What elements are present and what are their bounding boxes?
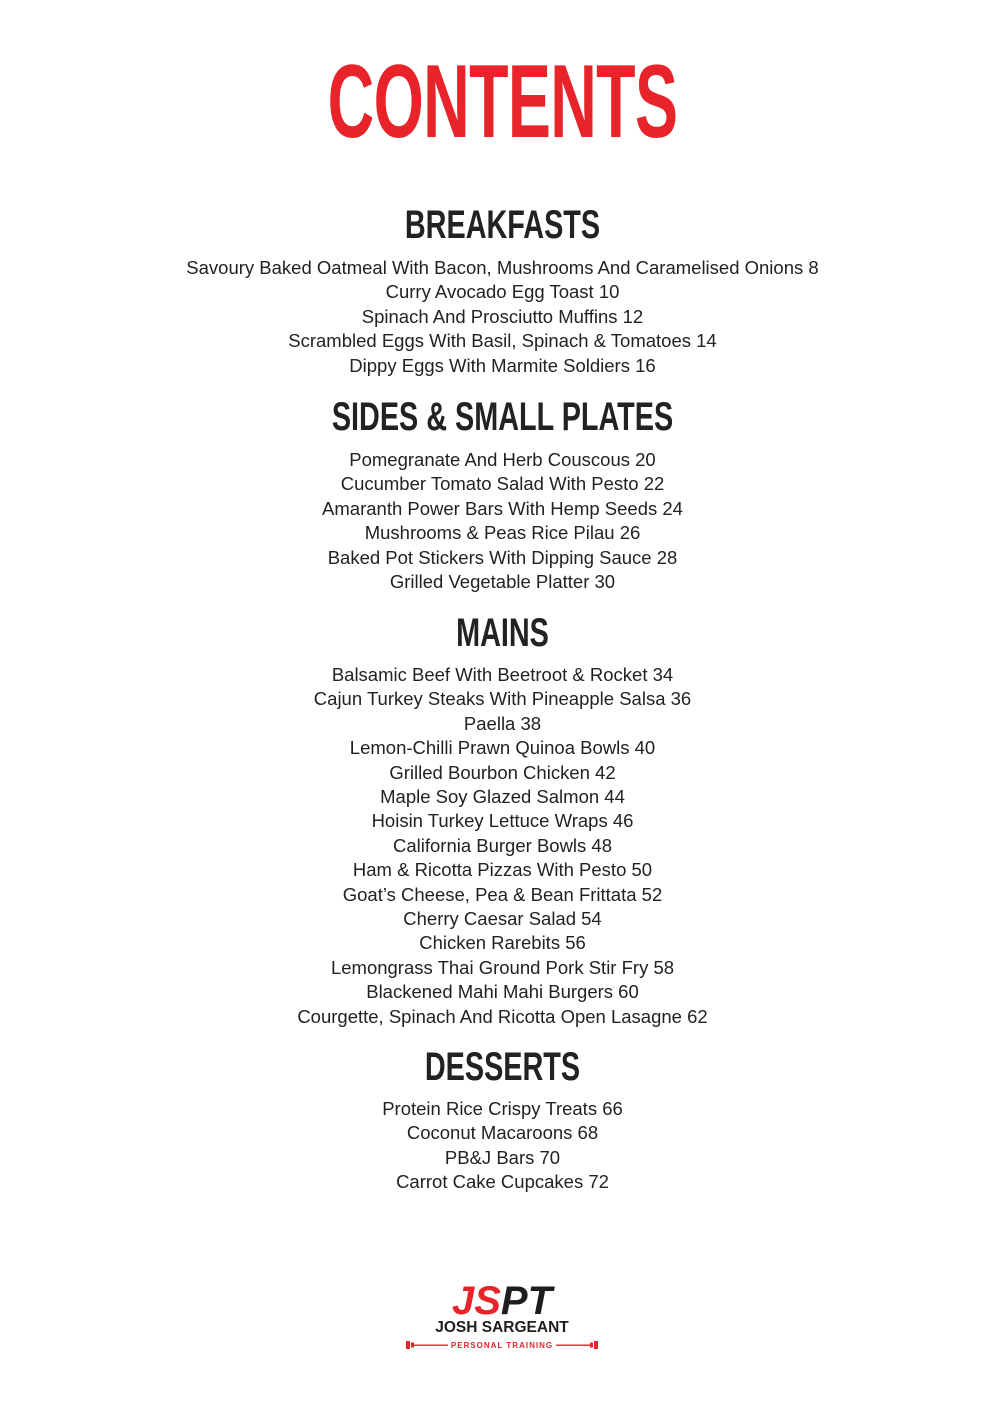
jspt-logo [400,1280,604,1350]
list-item: Pomegranate And Herb Couscous 20 [349,449,656,470]
list-item: Baked Pot Stickers With Dipping Sauce 28 [327,546,678,568]
list-item: Paella 38 [463,712,542,734]
mains-list [0,663,1005,1029]
logo-mark-letter: S [474,1280,501,1323]
list-item: Balsamic Beef With Beetroot & Rocket 34 [331,664,674,685]
list-item: Dippy Eggs With Marmite Soldiers 16 [349,354,656,376]
list-item: Courgette, Spinach And Ricotta Open Lasagne 62 [297,1005,708,1027]
breakfasts-list [0,256,1005,378]
list-item: Spinach And Prosciutto Muffins 12 [361,305,644,327]
list-item: Cucumber Tomato Salad With Pesto 22 [340,473,665,495]
list-item: Lemon-Chilli Prawn Quinoa Bowls 40 [349,737,656,759]
section-sides-small-plates [0,394,1005,594]
list-item: Savoury Baked Oatmeal With Bacon, Mushrooms And Caramelised Onions 8 [186,257,819,278]
desserts-list [0,1097,1005,1195]
list-item: Scrambled Eggs With Basil, Spinach & Tomatoes 14 [288,330,717,352]
list-item: California Burger Bowls 48 [392,834,613,856]
section-heading-mains: MAINS [456,611,549,655]
sides-list [0,448,1005,594]
section-heading-breakfasts: BREAKFASTS [404,203,601,247]
logo-mark-letter: J [451,1280,475,1323]
list-item: Chicken Rarebits 56 [419,932,586,954]
list-item: Amaranth Power Bars With Hemp Seeds 24 [322,497,683,519]
list-item: Carrot Cake Cupcakes 72 [396,1171,609,1193]
logo-mark-letter: P [500,1280,528,1323]
logo-tagline: PERSONAL TRAINING [450,1341,554,1350]
section-heading-desserts: DESSERTS [424,1045,581,1089]
list-item: Lemongrass Thai Ground Pork Stir Fry 58 [330,956,675,978]
page-title: CONTENTS [327,44,678,160]
list-item: Ham & Ricotta Pizzas With Pesto 50 [352,859,653,881]
section-heading-sides: SIDES & SMALL PLATES [331,395,674,439]
list-item: Coconut Macaroons 68 [406,1122,599,1144]
list-item: Blackened Mahi Mahi Burgers 60 [366,981,639,1003]
logo-mark [452,1280,556,1323]
section-desserts [0,1044,1005,1195]
list-item: Goat’s Cheese, Pea & Bean Frittata 52 [342,883,663,905]
section-breakfasts [0,202,1005,378]
list-item: Grilled Vegetable Platter 30 [389,571,616,593]
list-item: Maple Soy Glazed Salmon 44 [380,786,625,808]
list-item: Cherry Caesar Salad 54 [403,908,602,930]
list-item: Protein Rice Crispy Treats 66 [382,1098,623,1119]
list-item: PB&J Bars 70 [444,1146,561,1168]
list-item: Mushrooms & Peas Rice Pilau 26 [364,522,641,544]
list-item: Grilled Bourbon Chicken 42 [389,761,616,783]
logo-name: JOSH SARGEANT [435,1319,569,1336]
list-item: Hoisin Turkey Lettuce Wraps 46 [371,810,634,832]
list-item: Cajun Turkey Steaks With Pineapple Salsa 36 [313,688,692,710]
logo-mark-letter: T [527,1280,553,1323]
section-mains [0,610,1005,1029]
list-item: Curry Avocado Egg Toast 10 [385,281,620,303]
